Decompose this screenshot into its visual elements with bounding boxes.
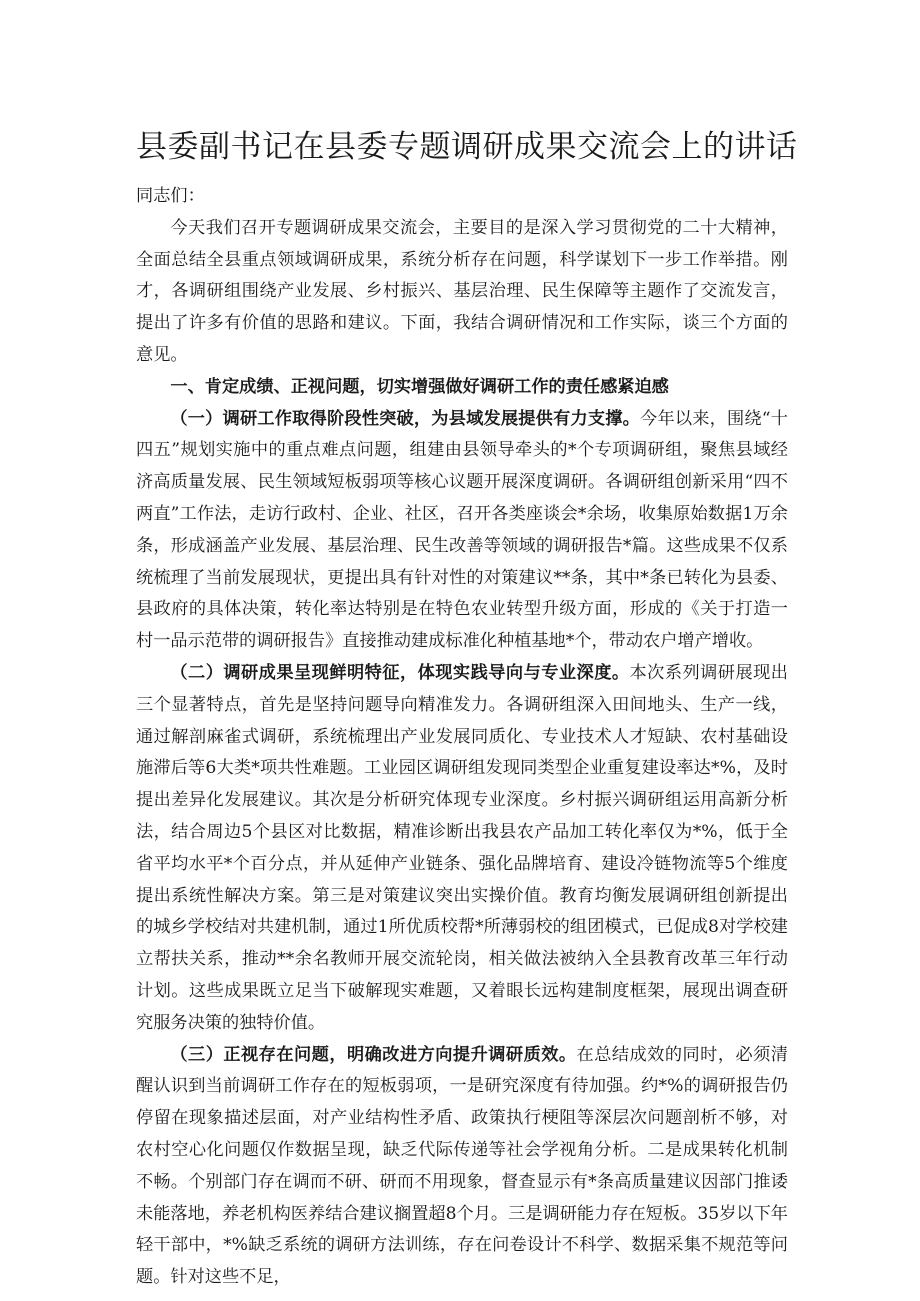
paragraph-3-lead: （三）正视存在问题，明确改进方向提升调研质效。: [170, 1044, 577, 1065]
paragraph-1: [136, 404, 788, 658]
paragraph-1-body: 今年以来，围绕“十四五”规划实施中的重点难点问题，组建由县领导牵头的*个专项调研组，聚焦县域经济高质量发展、民生领域短板弱项等核心议题开展深度调研。各调研组创新采用“四不两直”工作法，走访行政村、企业、社区，召开各类座谈会*余场，收集原始数据1万余条，形成涵盖产业发展、基层治理、民生改善等领域的调研报告*篇。这些成果不仅系统梳理了当前发展现状，更提出具有针对性的对策建议**条，其中*条已转化为县委、县政府的具体决策，转化率达特别是在特色农业转型升级方面，形成的《关于打造一村一品示范带的调研报告》直接推动建成标准化种植基地*个，带动农户增产增收。: [136, 408, 788, 652]
paragraph-1-lead: （一）调研工作取得阶段性突破，为县域发展提供有力支撑。: [170, 408, 641, 429]
section-heading-1: 一、肯定成绩、正视问题，切实增强做好调研工作的责任感紧迫感: [170, 376, 669, 397]
intro-paragraph: 今天我们召开专题调研成果交流会，主要目的是深入学习贯彻党的二十大精神，全面总结全县重点领域调研成果，系统分析存在问题，科学谋划下一步工作举措。刚才，各调研组围绕产业发展、乡村振兴、基层治理、民生保障等主题作了交流发言，提出了许多有价值的思路和建议。下面，我结合调研情况和工作实际，谈三个方面的意见。: [136, 217, 788, 365]
document-title: 县委副书记在县委专题调研成果交流会上的讲话: [136, 129, 798, 165]
paragraph-2-lead: （二）调研成果呈现鲜明特征，体现实践导向与专业深度。: [170, 662, 630, 683]
paragraph-3-body: 在总结成效的同时，必须清醒认识到当前调研工作存在的短板弱项，一是研究深度有待加强。约*%的调研报告仍停留在现象描述层面，对产业结构性矛盾、政策执行梗阻等深层次问题剖析不够，对农村空心化问题仅作数据呈现，缺乏代际传递等社会学视角分析。二是成果转化机制不畅。个别部门存在调而不研、研而不用现象，督查显示有*条高质量建议因部门推诿未能落地，养老机构医养结合建议搁置超8个月。三是调研能力存在短板。35岁以下年轻干部中，*%缺乏系统的调研方法训练，存在问卷设计不科学、数据采集不规范等问题。针对这些不足，: [136, 1044, 788, 1288]
paragraph-3: [136, 1040, 788, 1294]
paragraph-2: [136, 658, 788, 1040]
paragraph-2-body: 本次系列调研展现出三个显著特点，首先是坚持问题导向精准发力。各调研组深入田间地头、生产一线，通过解剖麻雀式调研，系统梳理出产业发展同质化、专业技术人才短缺、农村基础设施滞后等6大类*项共性难题。工业园区调研组发现同类型企业重复建设率达*%，及时提出差异化发展建议。其次是分析研究体现专业深度。乡村振兴调研组运用高新分析法，结合周边5个县区对比数据，精准诊断出我县农产品加工转化率仅为*%，低于全省平均水平*个百分点，并从延伸产业链条、强化品牌培育、建设冷链物流等5个维度提出系统性解决方案。第三是对策建议突出实操价值。教育均衡发展调研组创新提出的城乡学校结对共建机制，通过1所优质校帮*所薄弱校的组团模式，已促成8对学校建立帮扶关系，推动**余名教师开展交流轮岗，相关做法被纳入全县教育改革三年行动计划。这些成果既立足当下破解现实难题，又着眼长远构建制度框架，展现出调查研究服务决策的独特价值。: [136, 662, 788, 1033]
salutation: 同志们：: [136, 186, 205, 206]
